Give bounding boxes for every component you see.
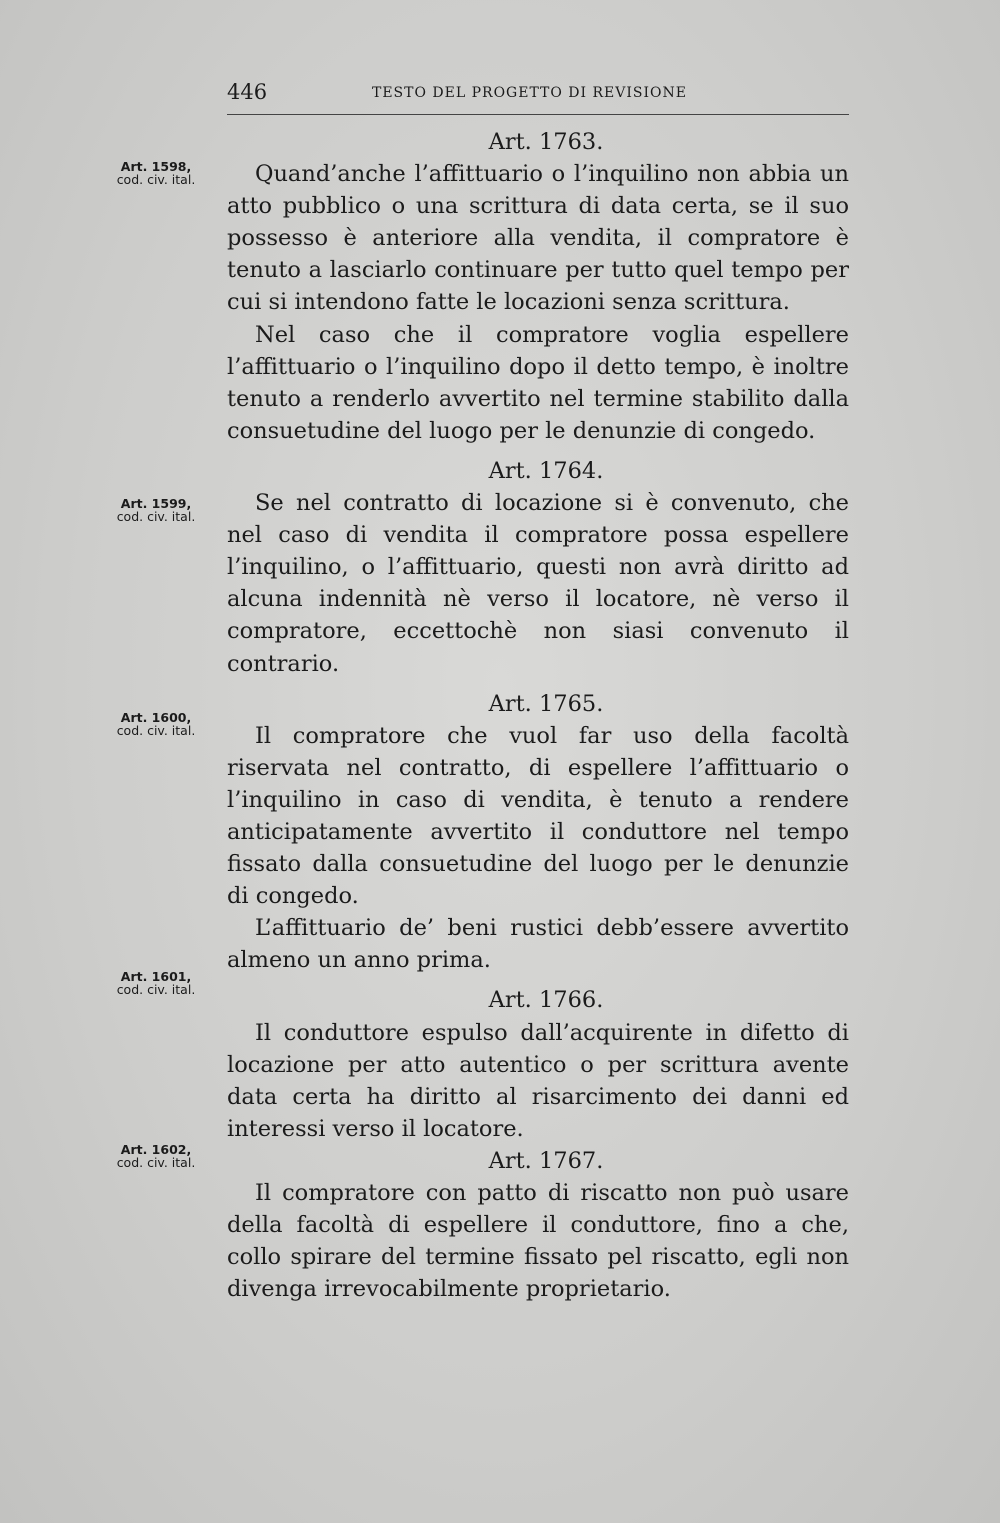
- article-1764: [227, 455, 849, 680]
- margin-reference-1763: [106, 160, 206, 186]
- article-1767: [227, 1145, 849, 1305]
- margin-reference-1767: [106, 1143, 206, 1169]
- article-paragraph: L’affittuario de’ beni rustici debb’essere avvertito almeno un anno prima.: [227, 915, 849, 974]
- margin-ref-article: Art. 1600,: [120, 710, 192, 725]
- margin-reference-1766: [106, 970, 206, 996]
- page-header: [227, 80, 849, 115]
- running-title: TESTO DEL PROGETTO DI REVISIONE: [372, 85, 687, 101]
- article-paragraph: Quand’anche l’affittuario o l’inquilino non abbia un atto pubblico o una scrittura di data certa, se il suo possesso è anteriore alla vendita, il compratore è tenuto a lasciarlo continuare per tutto quel tempo per cui si intendono fatte le locazioni senza scrittura.: [227, 161, 849, 316]
- margin-reference-1764: [106, 497, 206, 523]
- margin-ref-article: Art. 1601,: [120, 969, 192, 984]
- page-body: [227, 126, 849, 1305]
- margin-ref-article: Art. 1598,: [120, 159, 192, 174]
- margin-ref-code: cod. civ. ital.: [116, 723, 196, 738]
- page-number: 446: [227, 80, 268, 104]
- margin-ref-code: cod. civ. ital.: [116, 509, 196, 524]
- margin-ref-code: cod. civ. ital.: [116, 172, 196, 187]
- article-title: Art. 1766.: [488, 987, 604, 1014]
- article-1765: [227, 688, 849, 977]
- article-title: Art. 1765.: [488, 690, 604, 717]
- article-paragraph: Nel caso che il compratore voglia espellere l’affittuario o l’inquilino dopo il detto tempo, è inoltre tenuto a renderlo avvertito nel termine stabilito dalla consuetudine del luogo per le denunzie di congedo.: [227, 321, 849, 444]
- margin-reference-1765: [106, 711, 206, 737]
- margin-ref-article: Art. 1599,: [120, 496, 192, 511]
- article-paragraph: Se nel contratto di locazione si è convenuto, che nel caso di vendita il compratore possa espellere l’inquilino, o l’affittuario, questi non avrà diritto ad alcuna indennità nè verso il locatore, nè verso il compratore, eccettochè non siasi convenuto il contrario.: [227, 490, 849, 677]
- article-1763: [227, 126, 849, 447]
- article-title: Art. 1767.: [488, 1147, 604, 1174]
- article-paragraph: Il compratore che vuol far uso della facoltà riservata nel contratto, di espellere l’affittuario o l’inquilino in caso di vendita, è tenuto a rendere anticipatamente avvertito il conduttore nel tempo fissato dalla consuetudine del luogo per le denunzie di congedo.: [227, 722, 849, 910]
- article-paragraph: Il compratore con patto di riscatto non può usare della facoltà di espellere il conduttore, fino a che, collo spirare del termine fissato pel riscatto, egli non divenga irrevocabilmente proprietario.: [227, 1180, 849, 1303]
- article-title: Art. 1764.: [488, 457, 604, 484]
- margin-ref-code: cod. civ. ital.: [116, 982, 196, 997]
- margin-ref-code: cod. civ. ital.: [116, 1155, 196, 1170]
- article-title: Art. 1763.: [488, 129, 604, 155]
- article-1766: [227, 984, 849, 1144]
- margin-ref-article: Art. 1602,: [120, 1142, 192, 1157]
- article-paragraph: Il conduttore espulso dall’acquirente in difetto di locazione per atto autentico o per scrittura avente data certa ha diritto al risarcimento dei danni ed interessi verso il locatore.: [227, 1019, 849, 1142]
